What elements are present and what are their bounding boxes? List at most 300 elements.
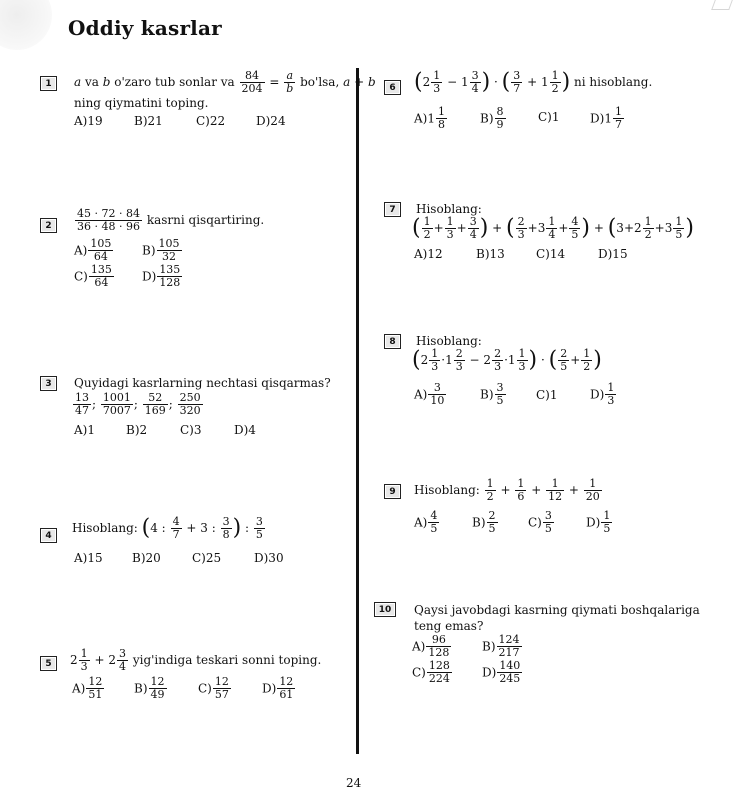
numerator: 250 xyxy=(179,391,201,404)
paren: ) xyxy=(685,215,694,241)
whole: 2 xyxy=(483,353,492,368)
fraction xyxy=(240,70,265,95)
whole: 1 xyxy=(507,353,516,368)
numerator: 3 xyxy=(428,382,446,395)
numerator: 2 xyxy=(494,347,502,360)
fraction xyxy=(277,676,295,701)
option-label: B) xyxy=(134,681,148,696)
expression: a + b xyxy=(343,75,376,90)
numerator: 8 xyxy=(496,105,504,118)
whole: 3 xyxy=(616,221,624,236)
fraction xyxy=(221,516,232,541)
option-c xyxy=(412,660,453,685)
minus-sign: − xyxy=(447,75,458,90)
fraction xyxy=(284,70,295,95)
plus-sign: + xyxy=(527,75,538,90)
numerator: 1 xyxy=(518,347,526,360)
plus-sign: + xyxy=(94,653,105,668)
option-label: A) xyxy=(74,243,88,258)
option-d: D)24 xyxy=(256,114,286,128)
option-b: B)13 xyxy=(476,247,505,261)
option-c xyxy=(198,676,232,701)
minus-sign: − xyxy=(469,353,480,368)
label: Hisoblang: xyxy=(414,483,480,498)
option-a xyxy=(414,106,448,131)
denominator: 5 xyxy=(255,528,263,542)
denominator: 245 xyxy=(499,672,521,686)
numerator: 140 xyxy=(499,659,521,672)
plus-sign: + xyxy=(654,221,665,236)
numerator: 1 xyxy=(644,215,652,228)
fraction xyxy=(143,392,168,417)
separator: ; xyxy=(168,397,173,412)
numerator: 4 xyxy=(430,509,438,522)
option-label: D) xyxy=(586,515,601,530)
fraction xyxy=(543,510,554,535)
option-a: A)15 xyxy=(74,551,103,565)
fraction xyxy=(495,106,506,131)
page-number: 24 xyxy=(346,776,362,790)
denominator: 4 xyxy=(548,228,556,242)
fraction xyxy=(157,264,182,289)
option-label: D) xyxy=(590,111,605,126)
option-d xyxy=(590,106,625,131)
whole: 2 xyxy=(420,353,429,368)
paren: ( xyxy=(548,347,558,373)
fraction xyxy=(546,478,564,503)
option-label: C) xyxy=(528,515,542,530)
option-c: C)1 xyxy=(536,388,558,402)
option-c: C)25 xyxy=(192,551,222,565)
fraction xyxy=(470,70,481,95)
fraction xyxy=(86,676,104,701)
expression xyxy=(412,216,694,241)
fraction xyxy=(427,660,452,685)
numerator: 105 xyxy=(158,237,180,250)
denominator: 12 xyxy=(548,490,563,504)
problem-statement xyxy=(414,70,652,95)
denominator: 320 xyxy=(179,404,201,418)
dot-sign: · xyxy=(504,353,508,368)
problem-number-badge: 1 xyxy=(40,76,57,91)
option-label: B) xyxy=(142,243,156,258)
problem-statement xyxy=(74,208,264,233)
fraction xyxy=(422,216,433,241)
dot-sign: · xyxy=(441,353,446,368)
whole: 2 xyxy=(108,653,116,668)
page-title: Oddiy kasrlar xyxy=(68,16,222,40)
numerator: 1 xyxy=(433,69,441,82)
numerator: 1 xyxy=(438,105,445,118)
dot-sign: · xyxy=(540,353,545,368)
var-b: b xyxy=(102,75,111,90)
paren: ( xyxy=(412,347,421,373)
option-c: C)1 xyxy=(538,110,560,124)
separator: ; xyxy=(92,397,97,412)
paren: ) xyxy=(561,69,571,95)
fraction xyxy=(581,348,592,373)
fraction xyxy=(569,216,580,241)
numerator: 1 xyxy=(614,105,622,118)
fraction xyxy=(454,348,465,373)
numerator: 1 xyxy=(80,647,88,660)
problem-statement: Quyidagi kasrlarning nechtasi qisqarmas? xyxy=(74,376,331,390)
denominator: 49 xyxy=(150,688,165,702)
option-label: C) xyxy=(412,665,426,680)
numerator: 3 xyxy=(255,515,263,528)
option-c: C)3 xyxy=(180,423,202,437)
problem-number-badge: 4 xyxy=(40,528,57,543)
fraction xyxy=(497,660,522,685)
denominator: 204 xyxy=(241,82,263,96)
denominator: 5 xyxy=(560,360,568,374)
plus-sign: + xyxy=(531,483,542,498)
fraction xyxy=(431,70,442,95)
denominator: 128 xyxy=(428,646,450,660)
fraction xyxy=(73,392,91,417)
problem-number-badge: 7 xyxy=(384,202,401,217)
fraction xyxy=(485,478,496,503)
plus-sign: + xyxy=(568,483,579,498)
paren: ( xyxy=(412,215,421,241)
option-label: D) xyxy=(262,681,277,696)
fraction xyxy=(171,516,182,541)
numerator: 12 xyxy=(214,675,229,688)
fraction-list xyxy=(72,392,204,417)
denominator: 6 xyxy=(517,490,525,504)
text: ni hisoblang. xyxy=(574,75,653,90)
denominator: 8 xyxy=(438,118,445,132)
option-a xyxy=(414,510,440,535)
option-a: A)1 xyxy=(74,423,95,437)
numerator: 3 xyxy=(513,69,521,82)
denominator: 64 xyxy=(94,276,109,290)
numerator: 1 xyxy=(583,347,591,360)
whole: 2 xyxy=(422,75,431,90)
denominator: 47 xyxy=(75,404,89,418)
problem-number-badge: 8 xyxy=(384,334,401,349)
plus-sign: + xyxy=(593,221,604,236)
denominator: 5 xyxy=(496,394,504,408)
option-d xyxy=(262,676,296,701)
text: bo'lsa, xyxy=(300,75,340,90)
denominator: 169 xyxy=(144,404,166,418)
option-b xyxy=(142,238,183,263)
denominator: 3 xyxy=(518,360,526,374)
whole: 1 xyxy=(604,111,612,126)
numerator: 4 xyxy=(571,215,579,228)
problem-number-badge: 3 xyxy=(40,376,57,391)
fraction xyxy=(101,392,133,417)
denominator: 2 xyxy=(551,82,559,96)
numerator: 1 xyxy=(584,478,602,491)
numerator: 3 xyxy=(222,515,230,528)
fraction xyxy=(178,392,203,417)
problem-number-badge: 6 xyxy=(384,80,401,95)
option-b xyxy=(480,106,507,131)
numerator: 3 xyxy=(119,647,126,660)
denominator: 5 xyxy=(571,228,579,242)
fraction xyxy=(511,70,522,95)
whole: 3 xyxy=(537,221,546,236)
fraction xyxy=(495,382,506,407)
label: Hisoblang: xyxy=(72,521,138,536)
fraction xyxy=(613,106,624,131)
text: yig'indiga teskari sonni toping. xyxy=(132,653,322,668)
denominator: 20 xyxy=(585,490,600,504)
numerator: 105 xyxy=(90,237,112,250)
fraction xyxy=(515,478,526,503)
paren: ( xyxy=(501,69,511,95)
option-c: C)22 xyxy=(196,114,226,128)
plus-sign: + xyxy=(456,221,467,236)
option-d: D)4 xyxy=(234,423,256,437)
numerator: 1 xyxy=(551,69,559,82)
numerator: 96 xyxy=(426,634,451,647)
option-a xyxy=(74,238,114,263)
numerator: 2 xyxy=(488,509,496,522)
denominator: 61 xyxy=(279,688,294,702)
numerator: 52 xyxy=(143,392,168,405)
numerator: 1 xyxy=(603,509,611,522)
denominator: 3 xyxy=(433,82,441,96)
problem-statement xyxy=(70,648,321,673)
option-label: A) xyxy=(414,111,428,126)
whole: 1 xyxy=(445,353,453,368)
plus-sign: + xyxy=(492,221,503,236)
fraction xyxy=(428,382,446,407)
problem-number-badge: 5 xyxy=(40,656,57,671)
problem-statement xyxy=(74,70,376,95)
numerator: 1 xyxy=(486,477,494,490)
option-label: C) xyxy=(74,269,88,284)
option-b: B)2 xyxy=(126,423,148,437)
denominator: 32 xyxy=(162,250,176,264)
option-label: B) xyxy=(480,111,494,126)
paren: ( xyxy=(506,215,515,241)
label: Hisoblang: xyxy=(416,202,482,216)
numerator: 3 xyxy=(496,381,504,394)
whole: 2 xyxy=(634,221,642,236)
option-label: C) xyxy=(198,681,212,696)
denominator: 3 xyxy=(446,228,454,242)
text: kasrni qisqartiring. xyxy=(146,213,265,228)
denominator: 2 xyxy=(423,228,431,242)
numerator: 1 xyxy=(423,215,431,228)
numerator: 135 xyxy=(90,263,112,276)
denominator: 5 xyxy=(544,522,552,536)
denominator: 7007 xyxy=(102,404,131,418)
numerator: 128 xyxy=(428,659,450,672)
fraction xyxy=(426,634,451,659)
denominator: 9 xyxy=(496,118,504,132)
denominator: 2 xyxy=(644,228,652,242)
text: o'zaro tub sonlar va xyxy=(114,75,235,90)
option-label: A) xyxy=(414,515,428,530)
option-label: B) xyxy=(482,639,496,654)
whole: 3 xyxy=(664,221,673,236)
option-a: A)19 xyxy=(74,114,103,128)
corner-icon xyxy=(711,0,733,10)
option-label: D) xyxy=(482,665,497,680)
fraction xyxy=(88,238,113,263)
option-label: A) xyxy=(72,681,86,696)
problem-statement-cont: ning qiymatini toping. xyxy=(74,96,209,110)
fraction xyxy=(643,216,654,241)
fraction xyxy=(254,516,265,541)
denominator: 128 xyxy=(159,276,181,290)
fraction xyxy=(445,216,456,241)
separator: ; xyxy=(133,397,138,412)
whole: 1 xyxy=(460,75,469,90)
option-c xyxy=(74,264,115,289)
plus-sign: + xyxy=(500,483,511,498)
option-b: B)21 xyxy=(134,114,163,128)
option-b: B)20 xyxy=(132,551,161,565)
column-divider xyxy=(356,68,359,754)
denominator: 3 xyxy=(431,360,439,374)
fraction xyxy=(558,348,569,373)
denominator: 2 xyxy=(583,360,591,374)
fraction xyxy=(89,264,114,289)
fraction xyxy=(492,348,503,373)
denominator: 3 xyxy=(607,394,615,408)
fraction xyxy=(497,634,522,659)
numerator: 3 xyxy=(544,509,552,522)
numerator: 2 xyxy=(560,347,568,360)
numerator: 1 xyxy=(548,215,556,228)
option-label: A) xyxy=(414,387,428,402)
option-label: A) xyxy=(412,639,426,654)
denominator: 3 xyxy=(517,228,525,242)
option-d: D)30 xyxy=(254,551,284,565)
denominator: 5 xyxy=(675,228,683,242)
denominator: 217 xyxy=(498,646,520,660)
paren: ) xyxy=(479,215,489,241)
fraction xyxy=(601,510,612,535)
paren: ) xyxy=(593,347,602,373)
denominator: 4 xyxy=(469,228,477,242)
plus-sign: + xyxy=(527,221,538,236)
fraction xyxy=(516,216,527,241)
denominator: 2 xyxy=(486,490,494,504)
option-b xyxy=(482,634,523,659)
fraction xyxy=(673,216,684,241)
problem-number-badge: 2 xyxy=(40,218,57,233)
fraction xyxy=(517,348,528,373)
option-d xyxy=(586,510,613,535)
problem-statement-cont: teng emas? xyxy=(414,619,484,633)
option-label: D) xyxy=(142,269,157,284)
whole: 1 xyxy=(427,111,435,126)
denominator: 57 xyxy=(214,688,229,702)
denominator: 3 xyxy=(494,360,502,374)
equals-sign: = xyxy=(269,75,280,90)
denominator: 8 xyxy=(222,528,230,542)
denominator: 7 xyxy=(172,528,180,542)
numerator: 12 xyxy=(150,675,165,688)
numerator: 1 xyxy=(431,347,439,360)
text: va xyxy=(84,75,99,90)
numerator: 84 xyxy=(240,70,265,83)
problem-statement: Qaysi javobdagi kasrning qiymati boshqalariga xyxy=(414,603,700,617)
term: 4 : xyxy=(150,521,166,536)
option-d xyxy=(482,660,523,685)
fraction xyxy=(436,106,447,131)
denominator: 224 xyxy=(428,672,450,686)
dot-sign: · xyxy=(494,75,498,90)
fraction xyxy=(149,676,167,701)
denominator: 10 xyxy=(430,394,445,408)
numerator: 12 xyxy=(279,675,294,688)
option-d xyxy=(142,264,183,289)
denominator: 4 xyxy=(119,660,126,674)
paren: ( xyxy=(607,215,617,241)
problem-statement xyxy=(72,516,266,541)
fraction xyxy=(546,216,557,241)
option-a xyxy=(72,676,105,701)
numerator: 3 xyxy=(471,69,479,82)
numerator: 1001 xyxy=(102,391,131,404)
problem-statement xyxy=(414,478,603,503)
option-c xyxy=(528,510,555,535)
option-a: A)12 xyxy=(414,247,443,261)
fraction xyxy=(75,208,142,233)
label: Hisoblang: xyxy=(416,334,482,348)
option-b xyxy=(472,510,499,535)
paren: ) xyxy=(232,515,242,541)
fraction xyxy=(79,648,90,673)
whole: 2 xyxy=(70,653,78,668)
option-label: B) xyxy=(472,515,486,530)
numerator: a xyxy=(284,70,295,83)
plus-sign: + xyxy=(558,221,569,236)
denominator: 3 xyxy=(455,360,463,374)
paren: ) xyxy=(581,215,590,241)
var-a: a xyxy=(74,75,82,90)
problem-number-badge: 9 xyxy=(384,484,401,499)
numerator: 12 xyxy=(88,675,103,688)
numerator: 1 xyxy=(607,381,615,394)
fraction xyxy=(428,510,439,535)
denominator: 3 xyxy=(80,660,88,674)
denominator: 5 xyxy=(603,522,611,536)
term: + 3 : xyxy=(186,521,216,536)
denominator: b xyxy=(286,82,294,96)
numerator: 1 xyxy=(546,478,564,491)
numerator: 1 xyxy=(675,215,683,228)
denominator: 64 xyxy=(93,250,108,264)
numerator: 2 xyxy=(517,215,525,228)
whole: 1 xyxy=(540,75,549,90)
denominator: 7 xyxy=(614,118,622,132)
numerator: 1 xyxy=(517,477,525,490)
option-a xyxy=(414,382,447,407)
option-b xyxy=(134,676,168,701)
fraction xyxy=(550,70,561,95)
fraction xyxy=(429,348,440,373)
paren: ( xyxy=(414,69,423,95)
fraction xyxy=(584,478,602,503)
divide-sign: : xyxy=(245,521,250,536)
plus-sign: + xyxy=(433,221,444,236)
problem-number-badge: 10 xyxy=(374,602,396,617)
numerator: 124 xyxy=(498,633,520,646)
fraction xyxy=(605,382,616,407)
denominator: 51 xyxy=(88,688,103,702)
fraction xyxy=(213,676,231,701)
plus-sign: + xyxy=(623,221,634,236)
